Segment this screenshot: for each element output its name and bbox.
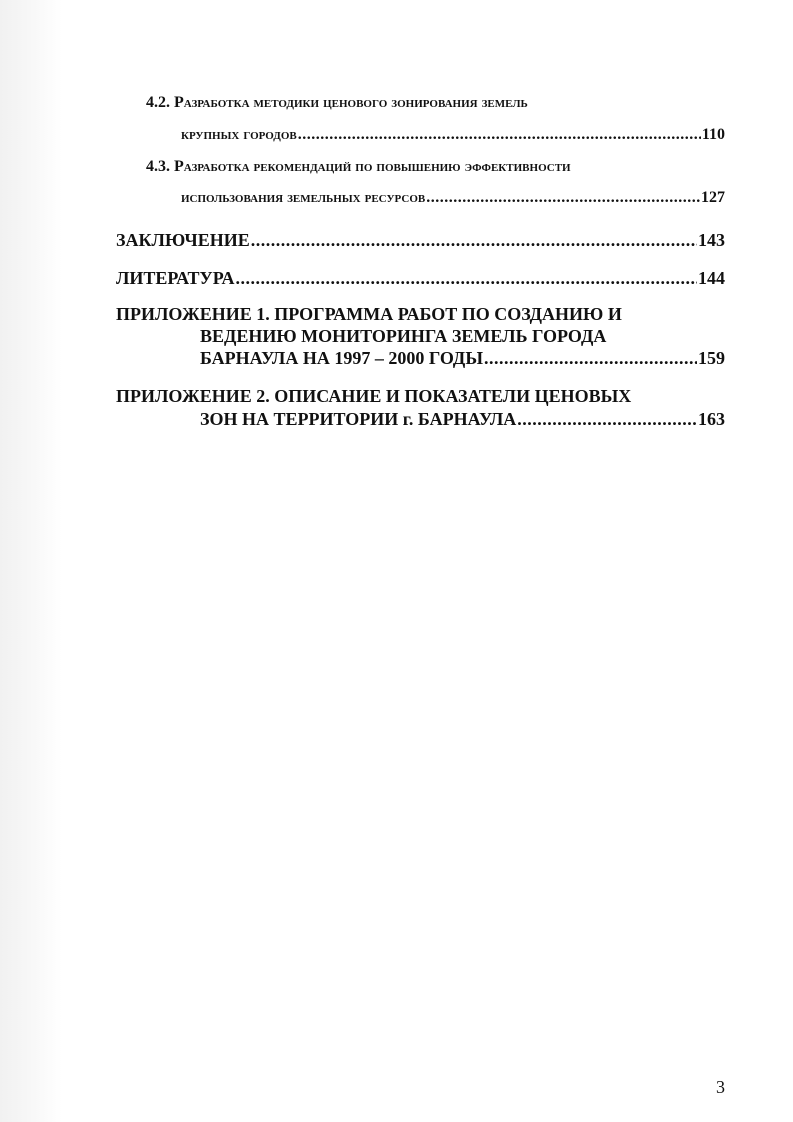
toc-entry-literature-title: ЛИТЕРАТУРА <box>116 268 235 288</box>
dot-leader <box>298 126 701 144</box>
toc-entry-4-2-title-cont: крупных городов <box>181 126 297 143</box>
toc-entry-conclusion[interactable] <box>116 230 725 251</box>
scan-edge-shadow <box>0 0 62 1122</box>
toc-entry-conclusion-title: ЗАКЛЮЧЕНИЕ <box>116 230 250 250</box>
toc-entry-appendix-2-title-end: ЗОН НА ТЕРРИТОРИИ г. БАРНАУЛА <box>200 409 517 429</box>
toc-entry-literature[interactable] <box>116 268 725 289</box>
toc-entry-4-3-title-cont: использования земельных ресурсов <box>181 189 426 206</box>
dot-leader <box>426 189 700 207</box>
toc-entry-appendix-2-page: 163 <box>698 409 725 429</box>
toc-entry-literature-page: 144 <box>698 268 725 288</box>
toc-entry-4-2-page: 110 <box>701 126 725 143</box>
toc-entry-appendix-1[interactable] <box>200 348 725 369</box>
toc-entry-conclusion-page: 143 <box>698 230 725 250</box>
dot-leader <box>235 268 697 289</box>
toc-entry-4-3[interactable] <box>181 189 725 207</box>
dot-leader <box>251 230 697 251</box>
toc-entry-appendix-1-page: 159 <box>698 348 725 368</box>
toc-entry-4-2[interactable] <box>181 126 725 144</box>
page-number: 3 <box>716 1077 725 1097</box>
toc-entry-appendix-1-title-cont: ВЕДЕНИЮ МОНИТОРИНГА ЗЕМЕЛЬ ГОРОДА <box>200 326 607 346</box>
toc-entry-4-3-page: 127 <box>701 189 725 206</box>
toc-entry-appendix-1-title-end: БАРНАУЛА НА 1997 – 2000 ГОДЫ <box>200 348 483 368</box>
toc-entry-appendix-2-title: ПРИЛОЖЕНИЕ 2. ОПИСАНИЕ И ПОКАЗАТЕЛИ ЦЕНОВЫХ <box>116 386 632 406</box>
dot-leader <box>517 409 697 430</box>
dot-leader <box>484 348 697 369</box>
toc-entry-4-3-title: 4.3. Разработка рекомендаций по повышению эффективности <box>146 158 571 175</box>
toc-entry-appendix-2[interactable] <box>200 409 725 430</box>
toc-entry-appendix-1-title: ПРИЛОЖЕНИЕ 1. ПРОГРАММА РАБОТ ПО СОЗДАНИЮ И <box>116 304 622 324</box>
toc-entry-4-2-title: 4.2. Разработка методики ценового зонирования земель <box>146 94 528 111</box>
